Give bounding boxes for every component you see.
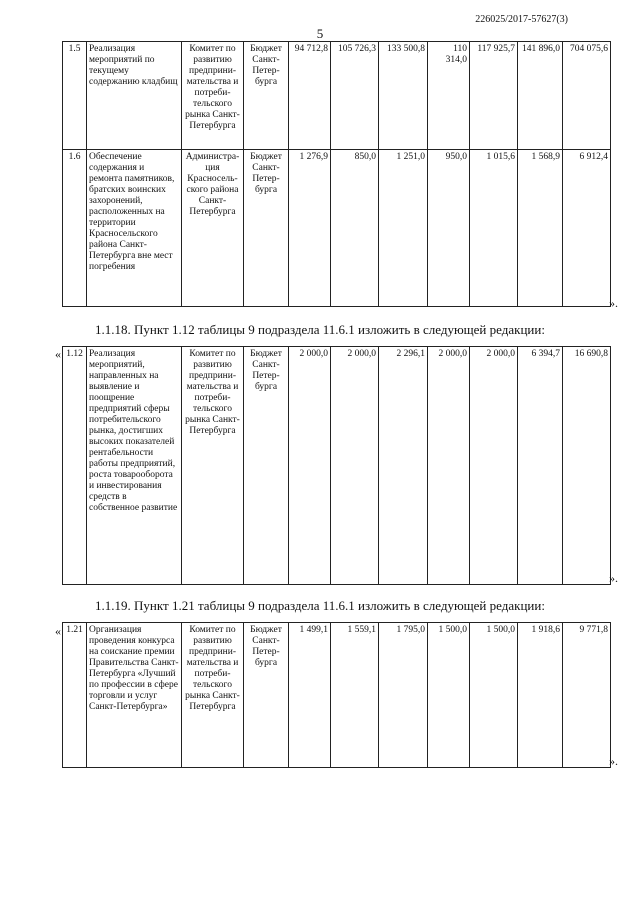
row-value: 704 075,6 [563,42,611,150]
row-value: 2 000,0 [289,347,331,585]
row-source: Бюджет Санкт-Петер-бурга [244,623,289,768]
row-value: 1 795,0 [379,623,428,768]
row-executor: Комитет по развитию предприни-мательства и потреби-тельского рынка Санкт-Петербурга [182,347,244,585]
table-continued [62,41,611,307]
row-value: 2 000,0 [331,347,379,585]
row-value: 117 925,7 [470,42,518,150]
row-value: 110 314,0 [428,42,470,150]
opening-quote: « [55,347,61,361]
row-index: 1.6 [63,150,87,307]
row-value: 1 251,0 [379,150,428,307]
row-value: 1 500,0 [428,623,470,768]
row-value: 850,0 [331,150,379,307]
row-value: 1 568,9 [518,150,563,307]
row-index: 1.21 [63,623,87,768]
row-value: 1 499,1 [289,623,331,768]
table-row [63,347,611,585]
row-value: 1 500,0 [470,623,518,768]
row-value: 1 918,6 [518,623,563,768]
row-value: 133 500,8 [379,42,428,150]
table-row [63,150,611,307]
closing-quote: ». [609,296,618,310]
opening-quote: « [55,624,61,638]
table-item-1-21 [62,622,611,768]
row-value: 2 296,1 [379,347,428,585]
row-value: 6 394,7 [518,347,563,585]
row-value: 1 559,1 [331,623,379,768]
table-row [63,623,611,768]
row-value: 950,0 [428,150,470,307]
closing-quote: ». [609,571,618,585]
table-item-1-12 [62,346,611,585]
row-executor: Комитет по развитию предприни-мательства и потреби-тельского рынка Санкт-Петербурга [182,623,244,768]
row-executor: Комитет по развитию предприни-мательства и потреби-тельского рынка Санкт-Петербурга [182,42,244,150]
row-value: 1 276,9 [289,150,331,307]
row-source: Бюджет Санкт-Петер-бурга [244,347,289,585]
row-value: 2 000,0 [470,347,518,585]
row-index: 1.5 [63,42,87,150]
row-source: Бюджет Санкт-Петер-бурга [244,150,289,307]
document-id: 226025/2017-57627(3) [475,14,568,25]
row-value: 6 912,4 [563,150,611,307]
row-value: 16 690,8 [563,347,611,585]
row-name: Реализация мероприятий по текущему содержанию кладбищ [87,42,182,150]
closing-quote: ». [609,754,618,768]
row-value: 1 015,6 [470,150,518,307]
row-name: Организация проведения конкурса на соискание премии Правительства Санкт-Петербурга «Лучший по профессии в сфере торговли и услуг Санкт-Петербурга» [87,623,182,768]
amendment-paragraph: 1.1.19. Пункт 1.21 таблицы 9 подраздела 11.6.1 изложить в следующей редакции: [95,598,545,613]
row-value: 2 000,0 [428,347,470,585]
row-value: 141 896,0 [518,42,563,150]
row-name: Обеспечение содержания и ремонта памятников, братских воинских захоронений, расположенных на территории Красносельского района Санкт-Петербурга вне мест погребения [87,150,182,307]
page-number: 5 [316,26,324,41]
row-executor: Администра-ция Красносель-ского района Санкт-Петербурга [182,150,244,307]
row-value: 9 771,8 [563,623,611,768]
row-value: 105 726,3 [331,42,379,150]
amendment-paragraph: 1.1.18. Пункт 1.12 таблицы 9 подраздела 11.6.1 изложить в следующей редакции: [95,322,545,337]
row-source: Бюджет Санкт-Петер-бурга [244,42,289,150]
row-index: 1.12 [63,347,87,585]
table-row [63,42,611,150]
row-name: Реализация мероприятий, направленных на выявление и поощрение предприятий сферы потребительского рынка, достигших высоких показателей рентабельности работы предприятий, роста товарооборота и инвестирования средств в собственное развитие [87,347,182,585]
row-value: 94 712,8 [289,42,331,150]
